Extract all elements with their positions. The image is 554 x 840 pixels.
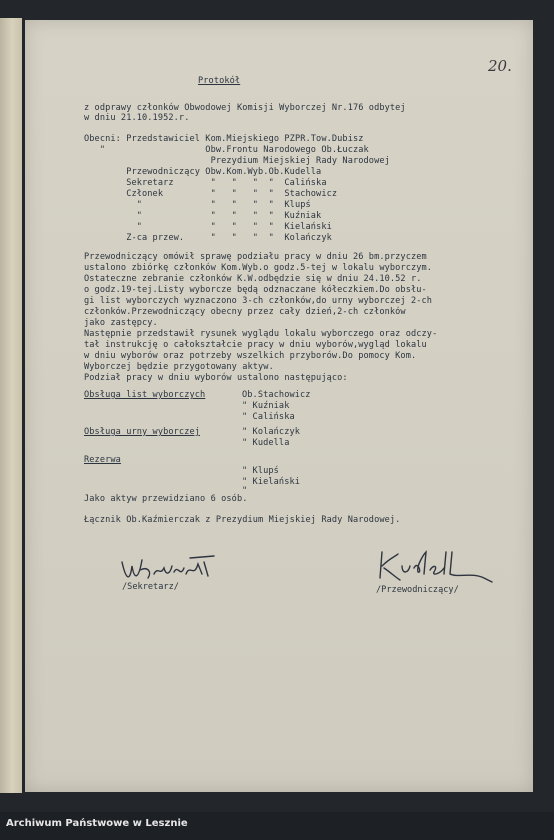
- assign-lists-label: Obsługa list wyborczych: [84, 390, 206, 400]
- attendance-line: Sekretarz " " " " Calińska: [84, 178, 327, 188]
- body-line: Podział pracy w dniu wyborów ustalono następująco:: [84, 373, 348, 383]
- document-title: Protokół: [198, 76, 241, 86]
- body-line: gi list wyborczych wyznaczono 3-ch członków,do urny wyborczej 2-ch: [84, 296, 433, 306]
- previous-page-edge: [0, 18, 22, 793]
- assign-urn-label: Obsługa urny wyborczej: [84, 427, 201, 437]
- attendance-line: Z-ca przew. " " " " Kolańczyk: [84, 233, 332, 243]
- body-line: tał instrukcję o całokształcie pracy w dniu wyborów,wygląd lokalu: [84, 340, 427, 350]
- body-line: w dniu wyborów oraz potrzeby wszelkich przyborów.Do pomocy Kom.: [84, 351, 417, 361]
- assign-name: " Klupś: [242, 466, 279, 476]
- assign-name: " Kuźniak: [242, 401, 290, 411]
- body-line: jako zastępcy.: [84, 318, 158, 328]
- folio-number: 20.: [488, 57, 512, 75]
- chairman-signature: [372, 548, 502, 590]
- body-line: ustalono zbiórkę członków Kom.Wyb.o godz.5-tej w lokalu wyborczym.: [84, 263, 433, 273]
- assign-name: ": [242, 486, 248, 496]
- assign-name: " Kielański: [242, 477, 301, 487]
- assign-name: " Kolańczyk: [242, 427, 301, 437]
- attendance-line: Obecni: Przedstawiciel Kom.Miejskiego PZPR.Tow.Dubisz: [84, 134, 364, 144]
- body-line: Wyborczej będzie przygotowany aktyw.: [84, 362, 274, 372]
- body-line: Przewodniczący omówił sprawę podziału pracy w dniu 26 bm.przyczem: [84, 252, 427, 262]
- archive-footer-text: Archiwum Państwowe w Lesznie: [6, 818, 188, 829]
- liaison-line: Łącznik Ob.Kaźmierczak z Prezydium Miejskiej Rady Narodowej.: [84, 515, 401, 525]
- assign-name: Ob.Stachowicz: [242, 390, 311, 400]
- body-line: Następnie przedstawił rysunek wyglądu lokalu wyborczego oraz odczy-: [84, 329, 438, 339]
- secretary-label: /Sekretarz/: [122, 582, 179, 592]
- body-line: członków.Przewodniczący obecny przez cały dzień,2-ch członków: [84, 307, 406, 317]
- aktyw-line: Jako aktyw przewidziano 6 osób.: [84, 494, 248, 504]
- attendance-line: " " " " " Kuźniak: [84, 211, 322, 221]
- attendance-line: Członek " " " " Stachowicz: [84, 189, 338, 199]
- body-line: o godz.19-tej.Listy wyborcze będą odznaczane kółeczkiem.Do obsłu-: [84, 285, 427, 295]
- chairman-label: /Przewodniczący/: [376, 585, 459, 595]
- intro-line-1: z odprawy członków Obwodowej Komisji Wyborczej Nr.176 odbytej: [84, 103, 406, 113]
- attendance-line: " " " " " Klupś: [84, 200, 311, 210]
- assign-name: " Calińska: [242, 412, 295, 422]
- reserve-label: Rezerwa: [84, 455, 121, 465]
- intro-line-2: w dniu 21.10.1952.r.: [84, 113, 190, 123]
- attendance-line: " Obw.Frontu Narodowego Ob.Łuczak: [84, 145, 369, 155]
- attendance-line: " " " " " Kielański: [84, 222, 332, 232]
- attendance-line: Prezydium Miejskiej Rady Narodowej: [84, 156, 390, 166]
- attendance-line: Przewodniczący Obw.Kom.Wyb.Ob.Kudella: [84, 167, 322, 177]
- body-line: Ostateczne zebranie członków K.W.odbędzie się w dniu 24.10.52 r.: [84, 274, 422, 284]
- assign-name: " Kudella: [242, 438, 290, 448]
